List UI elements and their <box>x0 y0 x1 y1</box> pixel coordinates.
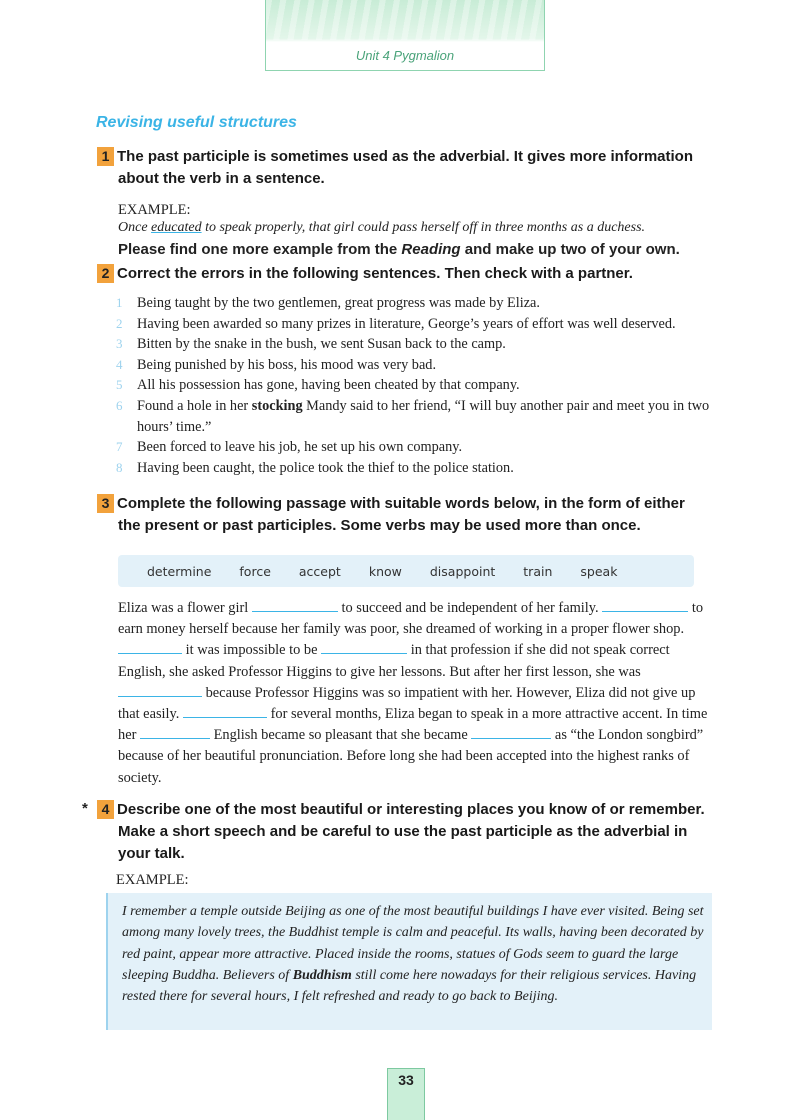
task-4-line2: Make a short speech and be careful to use the past participle as the adverbial in <box>118 823 688 840</box>
passage-text: to succeed and be independent of her family. <box>337 600 603 616</box>
task-1-example-label: EXAMPLE: <box>118 202 191 218</box>
unit-title: Unit 4 Pygmalion <box>355 48 455 63</box>
task-2-number: 2 <box>97 264 114 283</box>
task-1-line2: about the verb in a sentence. <box>118 170 325 187</box>
item-text: Being taught by the two gentlemen, great progress was made by Eliza. <box>137 295 540 311</box>
word-bank-item: know <box>368 563 402 579</box>
instr-pre: Please find one more example from the <box>118 241 402 258</box>
task-4-example-label: EXAMPLE: <box>116 872 189 888</box>
item-number: 8 <box>116 459 123 475</box>
item-text: All his possession has gone, having been cheated by that company. <box>137 377 520 394</box>
passage-text: for several months, Eliza began to speak in a more attractive accent. In time her <box>118 706 708 744</box>
task-1-instruction <box>118 239 680 261</box>
task-4-example-text <box>122 901 704 1007</box>
task-2-title: Correct the errors in the following sentences. Then check with a partner. <box>117 265 633 282</box>
passage-text: as “the London songbird” because of her beautiful pronunciation. Before long she had been accepted into the highest ranks of society. <box>118 727 704 786</box>
task-3-line1: Complete the following passage with suitable words below, in the form of either <box>117 495 685 512</box>
task-4-line3: your talk. <box>118 845 185 862</box>
task-4-example-box <box>106 893 712 1030</box>
section-title: Revising useful structures <box>96 114 297 131</box>
item-text: Being punished by his boss, his mood was very bad. <box>137 356 437 373</box>
word-bank-item: accept <box>298 563 341 579</box>
answer-blank[interactable] <box>183 704 267 718</box>
fill-in-passage <box>118 598 712 789</box>
item-text: Having been caught, the police took the thief to the police station. <box>137 459 514 476</box>
list-item <box>116 458 716 479</box>
answer-blank[interactable] <box>118 683 202 697</box>
list-item <box>116 437 716 458</box>
answer-blank[interactable] <box>118 640 182 654</box>
item-number: 4 <box>116 356 123 372</box>
answer-blank[interactable] <box>140 725 210 739</box>
task-1-line1: The past participle is sometimes used as the adverbial. It gives more information <box>117 148 694 165</box>
page-number-tab <box>387 1068 425 1120</box>
list-item <box>116 355 716 376</box>
item-text-bold: stocking <box>251 397 303 414</box>
task-4-heading <box>97 799 705 865</box>
item-number: 1 <box>116 295 123 310</box>
example-pre: Once <box>118 220 152 235</box>
item-text: Having been awarded so many prizes in literature, George’s years of effort was well deserved. <box>137 315 676 332</box>
list-item <box>116 334 716 355</box>
header-decoration <box>266 0 544 40</box>
word-bank-item: disappoint <box>429 563 496 579</box>
word-bank-item: speak <box>580 563 618 579</box>
optional-star: * <box>82 800 88 817</box>
passage-text: in that profession if she did not speak correct English, she asked Professor Higgins to give her lessons. But after her first lesson, she was <box>118 642 670 680</box>
passage-text: to earn money herself because her family was poor, she dreamed of working in a proper flower shop. <box>118 600 704 638</box>
answer-blank[interactable] <box>252 598 338 612</box>
item-number: 7 <box>116 439 123 455</box>
task-3-heading <box>97 493 685 537</box>
task-3-number: 3 <box>97 494 114 513</box>
task-4-number: 4 <box>97 800 114 819</box>
item-text-post: Mandy said to her friend, “I will buy another pair and meet you in two hours’ time.” <box>137 397 710 435</box>
list-item <box>116 396 716 437</box>
task-1-number: 1 <box>97 147 114 166</box>
example-text-pre: I remember a temple outside Beijing as one of the most beautiful buildings I have ever visited. Being set among many lovely trees, the Buddhist temple is calm and peaceful. Its walls, having been decorated by red paint, appear more attractive. Placed inside the rooms, statues of Gods seem to guard the large sleeping Buddha. Believers of <box>122 904 704 983</box>
instr-reading: Reading <box>401 241 461 258</box>
item-number: 2 <box>116 315 123 331</box>
task-1-heading <box>97 146 693 190</box>
passage-text: English became so pleasant that she became <box>209 727 472 744</box>
instr-post: and make up two of your own. <box>460 241 680 258</box>
item-number: 3 <box>116 336 123 352</box>
task-2-heading <box>97 263 633 285</box>
task-4-line1: Describe one of the most beautiful or interesting places you know of or remember. <box>117 801 705 818</box>
example-post: to speak properly, that girl could pass herself off in three months as a duchess. <box>201 220 646 235</box>
item-number: 5 <box>116 377 123 393</box>
list-item <box>116 314 716 335</box>
word-bank <box>118 555 694 587</box>
answer-blank[interactable] <box>471 725 551 739</box>
example-text-post: still come here nowadays for their religious services. Having rested there for several hours, I felt refreshed and ready to go back to Beijing. <box>122 967 697 1005</box>
example-word: educated <box>151 220 202 235</box>
example-text-bold: Buddhism <box>292 967 352 983</box>
sentence-list <box>116 293 716 478</box>
item-number: 6 <box>116 397 123 413</box>
list-item <box>116 375 716 396</box>
word-bank-item: force <box>239 563 271 579</box>
answer-blank[interactable] <box>602 598 688 612</box>
page-number: 33 <box>398 1072 414 1088</box>
header-band <box>265 0 545 71</box>
passage-text: it was impossible to be <box>182 642 322 659</box>
task-3-line2: the present or past participles. Some verbs may be used more than once. <box>118 517 641 534</box>
word-bank-item: determine <box>147 563 212 579</box>
answer-blank[interactable] <box>321 640 407 654</box>
word-bank-item: train <box>523 563 553 579</box>
passage-text: Eliza was a flower girl <box>118 600 252 616</box>
item-text: Been forced to leave his job, he set up his own company. <box>137 439 463 456</box>
passage-text: because Professor Higgins was so impatient with her. However, Eliza did not give up that easily. <box>118 684 696 723</box>
task-1-example <box>118 218 645 238</box>
item-text-pre: Found a hole in her <box>137 397 252 414</box>
list-item <box>116 293 716 314</box>
item-text: Bitten by the snake in the bush, we sent Susan back to the camp. <box>137 336 506 353</box>
